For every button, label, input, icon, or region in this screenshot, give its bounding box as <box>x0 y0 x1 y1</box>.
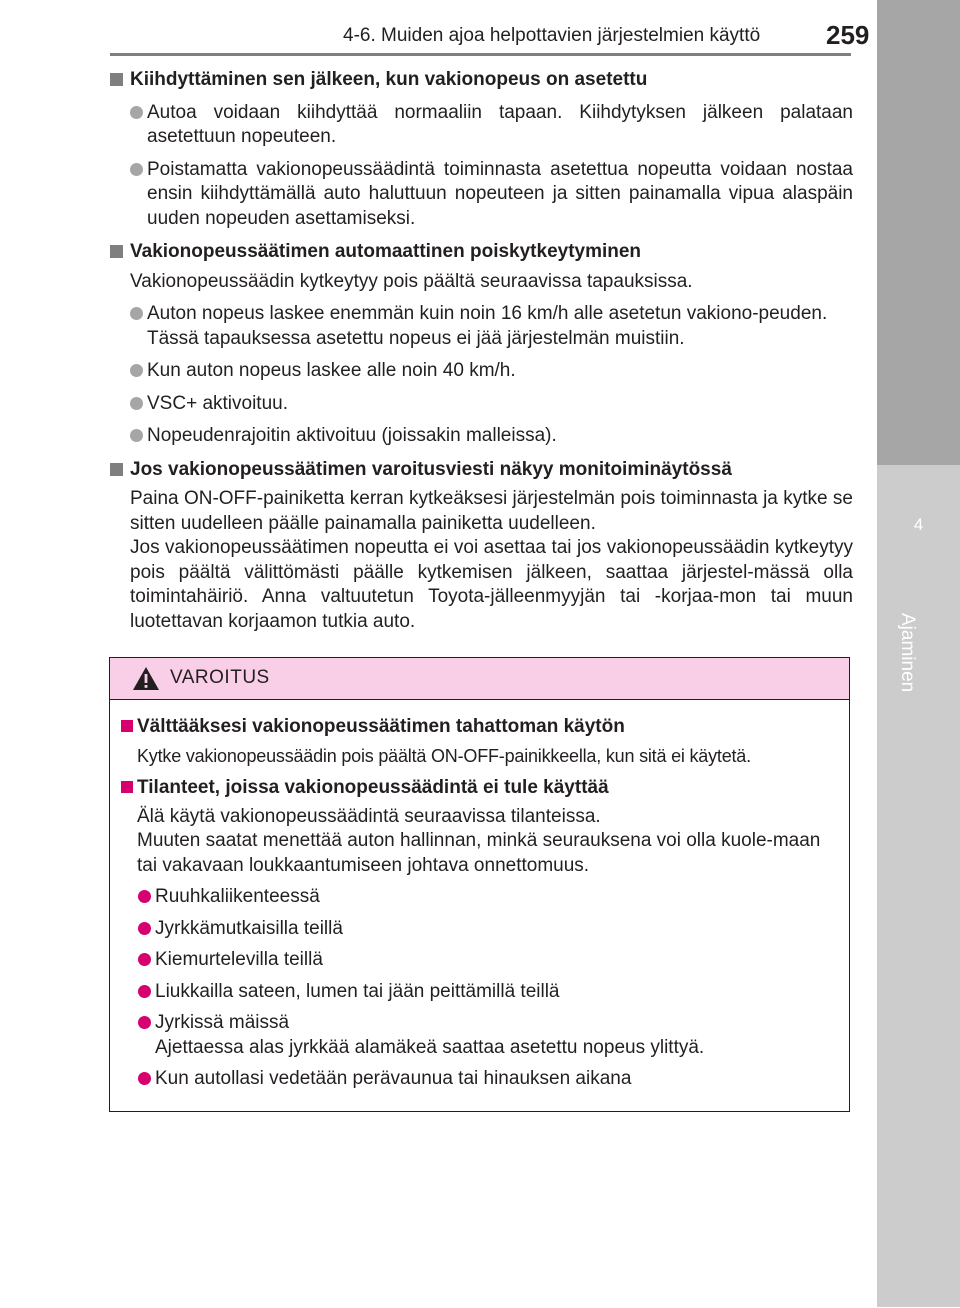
warning-list-item <box>121 917 835 942</box>
list-item-text: Nopeudenrajoitin aktivoituu (joissakin malleissa). <box>147 425 557 446</box>
warning-list-item-text: Kiemurtelevilla teillä <box>155 949 323 970</box>
list-item <box>110 302 853 351</box>
list-item <box>110 424 853 449</box>
warning-list-item <box>121 1067 835 1092</box>
circle-bullet-icon <box>138 890 151 903</box>
square-bullet-icon <box>121 720 133 732</box>
circle-bullet-icon <box>138 953 151 966</box>
warning-box <box>109 657 850 1112</box>
list-item <box>110 101 853 150</box>
circle-bullet-icon <box>130 397 143 410</box>
warning-text: Kytke vakionopeussäädin pois päältä ON-OFF-painikkeella, kun sitä ei käytetä. <box>137 745 751 766</box>
warning-list-item-text: Kun autollasi vedetään perävaunua tai hinauksen aikana <box>155 1068 632 1089</box>
warning-text: Muuten saatat menettää auton hallinnan, minkä seurauksena voi olla kuole-maan tai vakavaan loukkaantumiseen johtava onnettomuus. <box>137 830 821 876</box>
warning-list-item-text: Jyrkkämutkaisilla teillä <box>155 917 343 939</box>
square-bullet-icon <box>121 781 133 793</box>
section-heading-text: Kiihdyttäminen sen jälkeen, kun vakionopeus on asetettu <box>130 69 648 90</box>
warning-list-item-text: Liukkailla sateen, lumen tai jään peittämillä teillä <box>155 980 560 1002</box>
square-bullet-icon <box>110 73 123 86</box>
side-tab-upper <box>877 0 960 465</box>
main-content <box>110 68 853 634</box>
list-item-text: Auton nopeus laskee enemmän kuin noin 16 km/h alle asetetun vakiono-peuden. <box>147 303 828 324</box>
warning-list-item <box>121 1011 835 1060</box>
circle-bullet-icon <box>130 106 143 119</box>
circle-bullet-icon <box>130 364 143 377</box>
section-heading-text: Jos vakionopeussäätimen varoitusviesti näkyy monitoiminäytössä <box>130 458 732 480</box>
circle-bullet-icon <box>138 922 151 935</box>
list-item <box>110 158 853 232</box>
page-number: 259 <box>826 20 870 50</box>
paragraph: Vakionopeussäädin kytkeytyy pois päältä seuraavissa tapauksissa. <box>130 270 693 292</box>
paragraph: Paina ON-OFF-painiketta kerran kytkeäksesi järjestelmän pois toiminnasta ja kytke se sitten uudelleen päälle painamalla painiketta uudelleen. <box>130 488 853 534</box>
square-bullet-icon <box>110 245 123 258</box>
list-item-text: VSC+ aktivoituu. <box>147 392 288 414</box>
list-item-note: Tässä tapauksessa asetettu nopeus ei jää järjestelmän muistiin. <box>147 327 685 349</box>
circle-bullet-icon <box>130 429 143 442</box>
section-heading <box>110 68 853 93</box>
section-heading <box>110 240 853 265</box>
square-bullet-icon <box>110 463 123 476</box>
warning-list-item <box>121 948 835 973</box>
list-item <box>110 392 853 417</box>
list-item <box>110 359 853 384</box>
warning-item-heading <box>121 715 835 740</box>
warning-list-item-text: Ruuhkaliikenteessä <box>155 886 320 907</box>
warning-body <box>110 700 849 1092</box>
paragraph: Jos vakionopeussäätimen nopeutta ei voi asettaa tai jos vakionopeussäädin kytkeytyy pois päältä välittömästi päälle kytkemisen jälkeen, saattaa järjestel-mässä olla toimintahäiriö. Anna valtuutetun Toyota-jälleenmyyjän tai -korjaa-mon tai muun luotettavan korjaamon tutkia auto. <box>130 537 853 632</box>
circle-bullet-icon <box>138 1072 151 1085</box>
side-tab-lower <box>877 465 960 1307</box>
circle-bullet-icon <box>138 1016 151 1029</box>
warning-list-item <box>121 885 835 910</box>
list-item-text: Autoa voidaan kiihdyttää normaaliin tapaan. Kiihdytyksen jälkeen palataan asetettuun nopeuteen. <box>147 101 853 147</box>
warning-heading-text: Välttääksesi vakionopeussäätimen tahattoman käytön <box>137 716 625 737</box>
warning-list-item-note: Ajettaessa alas jyrkkää alamäkeä saattaa asetettu nopeus ylittyä. <box>155 1036 705 1058</box>
chapter-label: Ajaminen <box>897 613 918 693</box>
warning-heading-text: Tilanteet, joissa vakionopeussäädintä ei tule käyttää <box>137 777 609 798</box>
circle-bullet-icon <box>130 163 143 176</box>
warning-item-heading <box>121 776 835 801</box>
warning-text: Älä käytä vakionopeussäädintä seuraavissa tilanteissa. <box>137 805 601 827</box>
chapter-number: 4 <box>913 515 924 534</box>
warning-list-item <box>121 980 835 1005</box>
list-item-text: Kun auton nopeus laskee alle noin 40 km/h. <box>147 360 516 381</box>
circle-bullet-icon <box>138 985 151 998</box>
section-heading-text: Vakionopeussäätimen automaattinen poiskytkeytyminen <box>130 241 642 262</box>
warning-list-item-text: Jyrkissä mäissä <box>155 1012 290 1033</box>
warning-title: VAROITUS <box>170 667 270 688</box>
list-item-text: Poistamatta vakionopeussäädintä toiminnasta asetettua nopeutta voidaan nostaa ensin kiihdyttämällä auto haluttuun nopeuteen ja sitten painamalla vipua alaspäin uuden nopeuden asettamiseksi. <box>147 158 853 229</box>
circle-bullet-icon <box>130 307 143 320</box>
header-divider <box>110 53 851 56</box>
section-heading <box>110 458 853 483</box>
section-title: 4-6. Muiden ajoa helpottavien järjestelmien käyttö <box>343 25 761 46</box>
warning-triangle-icon <box>132 666 160 691</box>
warning-header <box>110 658 849 700</box>
